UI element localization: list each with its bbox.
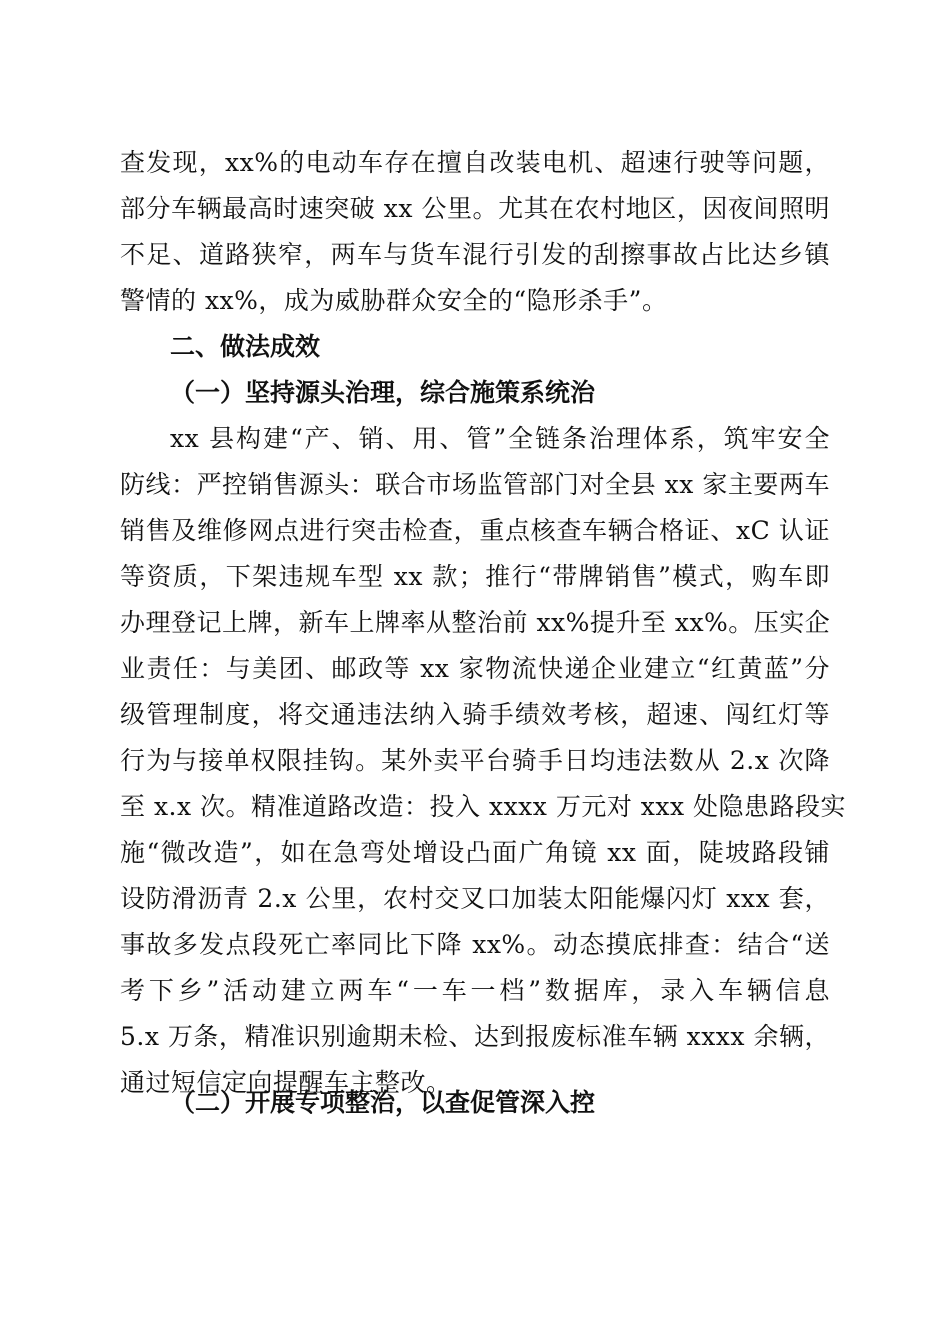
subsection-2-heading: （二）开展专项整治，以查促管深入控 <box>170 1088 596 1117</box>
paragraph-2-line: 考下乡”活动建立两车“一车一档”数据库，录入车辆信息 <box>120 976 830 1005</box>
paragraph-2-line: 销售及维修网点进行突击检查，重点核查车辆合格证、xC 认证 <box>120 516 830 545</box>
paragraph-2-line: 施“微改造”，如在急弯处增设凸面广角镜 xx 面，陡坡路段铺 <box>120 838 830 867</box>
section-heading: 二、做法成效 <box>170 332 321 361</box>
paragraph-2-line: 等资质，下架违规车型 xx 款；推行“带牌销售”模式，购车即 <box>120 562 830 591</box>
paragraph-2-line: 事故多发点段死亡率同比下降 xx%。动态摸底排查：结合“送 <box>120 930 830 959</box>
paragraph-2-line: 通过短信定向提醒车主整改。 <box>120 1068 452 1097</box>
paragraph-2-line: 5.x 万条，精准识别逾期未检、达到报废标准车辆 xxxx 余辆， <box>120 1022 830 1051</box>
paragraph-1-line: 不足、道路狭窄，两车与货车混行引发的刮擦事故占比达乡镇 <box>120 240 830 269</box>
paragraph-1-line: 部分车辆最高时速突破 xx 公里。尤其在农村地区，因夜间照明 <box>120 194 830 223</box>
paragraph-2-line: 级管理制度，将交通违法纳入骑手绩效考核，超速、闯红灯等 <box>120 700 830 729</box>
paragraph-2-line: 设防滑沥青 2.x 公里，农村交叉口加装太阳能爆闪灯 xxx 套， <box>120 884 830 913</box>
paragraph-2-line: 防线：严控销售源头：联合市场监管部门对全县 xx 家主要两车 <box>120 470 830 499</box>
paragraph-1-line: 查发现，xx%的电动车存在擅自改装电机、超速行驶等问题， <box>120 148 830 177</box>
paragraph-2-line: 业责任：与美团、邮政等 xx 家物流快递企业建立“红黄蓝”分 <box>120 654 830 683</box>
paragraph-2-line: 至 x.x 次。精准道路改造：投入 xxxx 万元对 xxx 处隐患路段实 <box>120 792 847 821</box>
paragraph-2-line: xx 县构建“产、销、用、管”全链条治理体系，筑牢安全 <box>170 424 830 453</box>
paragraph-2-line: 行为与接单权限挂钩。某外卖平台骑手日均违法数从 2.x 次降 <box>120 746 830 775</box>
paragraph-2-line: 办理登记上牌，新车上牌率从整治前 xx%提升至 xx%。压实企 <box>120 608 831 637</box>
subsection-1-heading: （一）坚持源头治理，综合施策系统治 <box>170 378 596 407</box>
paragraph-1-line: 警情的 xx%，成为威胁群众安全的“隐形杀手”。 <box>120 286 668 315</box>
